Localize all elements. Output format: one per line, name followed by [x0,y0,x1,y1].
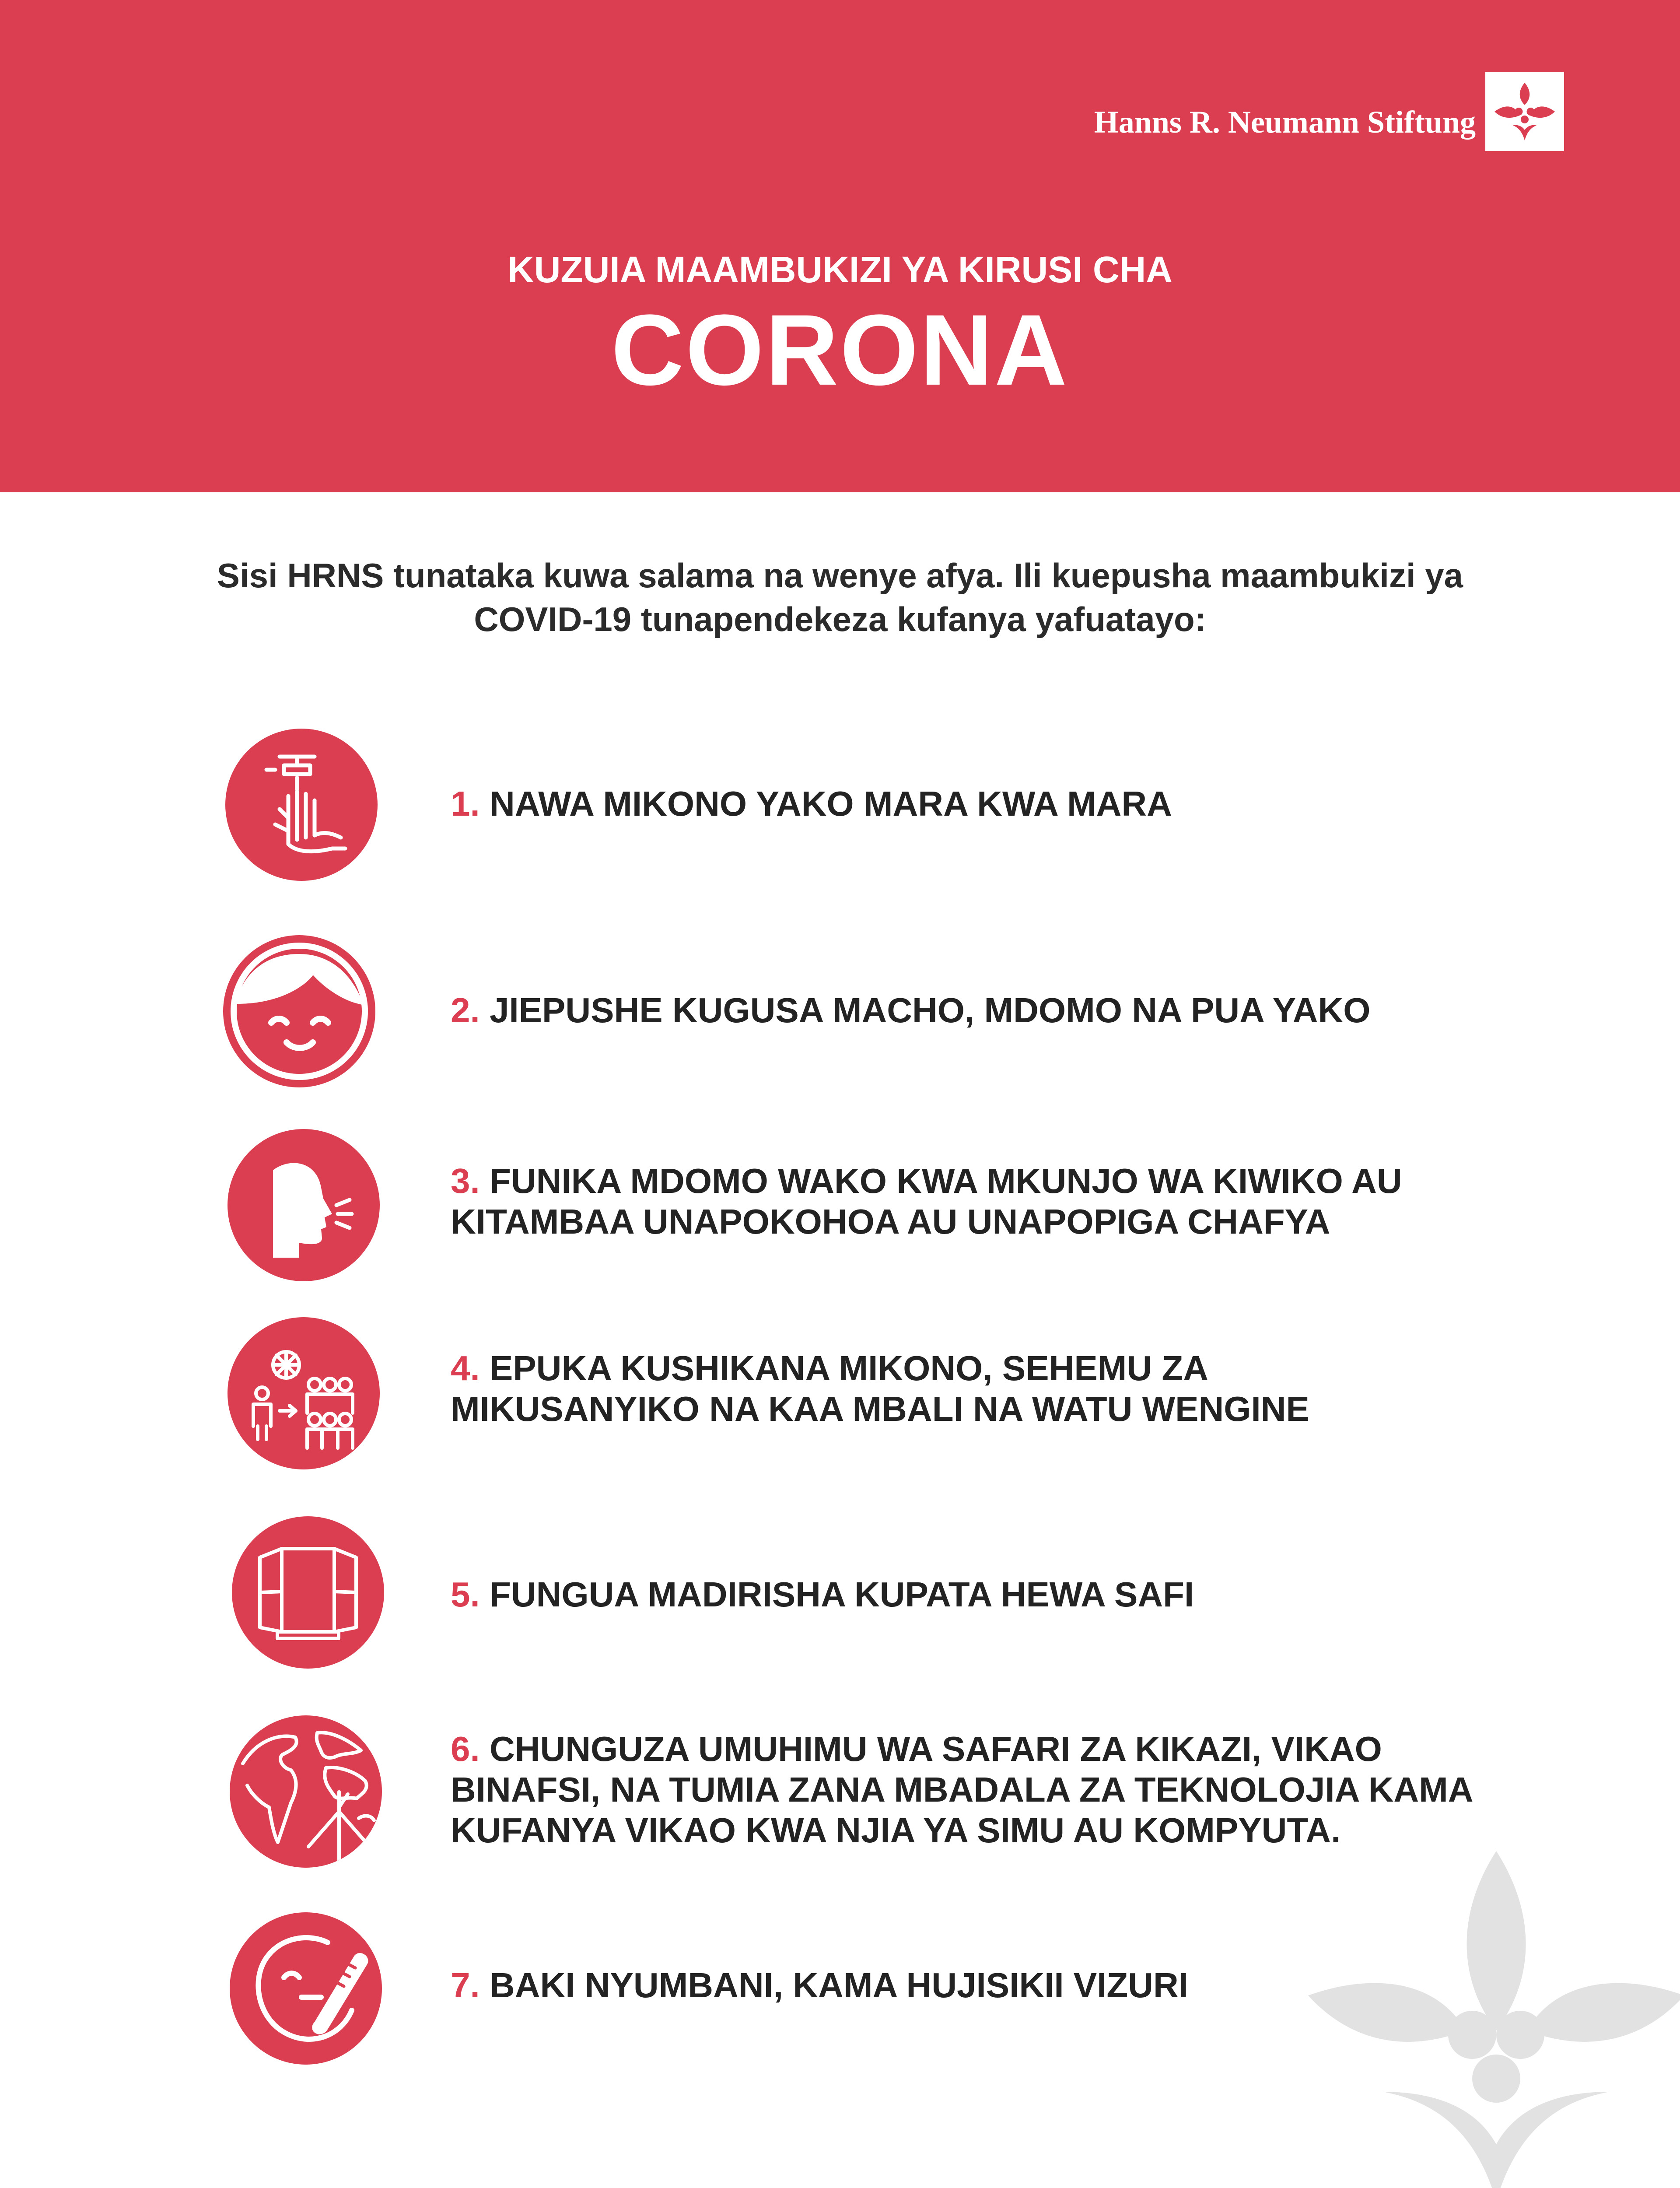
item-line: BINAFSI, NA TUMIA ZANA MBADALA ZA TEKNOLOJIA KAMA [451,1770,1474,1809]
item-number: 2. [451,991,480,1030]
item-line: BAKI NYUMBANI, KAMA HUJISIKII VIZURI [489,1966,1189,2005]
item-text [451,783,1566,824]
item-line: JIEPUSHE KUGUSA MACHO, MDOMO NA PUA YAKO [489,991,1371,1030]
item-line: KUFANYA VIKAO KWA NJIA YA SIMU AU KOMPYUTA. [451,1811,1341,1850]
item-text [451,1729,1566,1851]
intro-text [131,554,1549,641]
page-subtitle: KUZUIA MAAMBUKIZI YA KIRUSI CHA [508,249,1172,290]
org-name: Hanns R. Neumann Stiftung [1094,104,1476,140]
watermark-logo-icon [1308,1847,1680,2188]
item-text [451,1161,1566,1242]
item-line: FUNIKA MDOMO WAKO KWA MKUNJO WA KIWIKO AU [489,1161,1402,1200]
item-line: FUNGUA MADIRISHA KUPATA HEWA SAFI [489,1575,1194,1614]
item-text [451,1348,1566,1429]
item-text [451,990,1566,1031]
handwashing-icon [225,729,378,881]
globe-travel-icon [230,1715,382,1868]
intro-line: COVID-19 tunapendekeza kufanya yafuatayo: [474,600,1206,638]
item-text [451,1574,1566,1615]
item-line: MIKUSANYIKO NA KAA MBALI NA WATU WENGINE [451,1389,1309,1428]
item-line: CHUNGUZA UMUHIMU WA SAFARI ZA KIKAZI, VIKAO [489,1729,1382,1768]
window-icon [232,1516,384,1669]
item-number: 7. [451,1966,480,2005]
org-logo-icon [1485,72,1564,151]
brand [1094,72,1564,151]
cough-icon [228,1129,380,1281]
item-number: 3. [451,1161,480,1200]
item-line: EPUKA KUSHIKANA MIKONO, SEHEMU ZA [489,1349,1208,1388]
item-number: 1. [451,784,480,823]
item-number: 6. [451,1729,480,1768]
header-banner [0,0,1680,492]
page-title: CORONA [611,294,1069,406]
item-line: KITAMBAA UNAPOKOHOA AU UNAPOPIGA CHAFYA [451,1202,1330,1241]
item-number: 4. [451,1349,480,1388]
face-icon [223,935,375,1087]
sick-thermometer-icon [230,1912,382,2065]
item-line: NAWA MIKONO YAKO MARA KWA MARA [489,784,1172,823]
intro-line: Sisi HRNS tunataka kuwa salama na wenye afya. Ili kuepusha maambukizi ya [217,556,1463,595]
social-distance-icon [228,1317,380,1469]
item-number: 5. [451,1575,480,1614]
